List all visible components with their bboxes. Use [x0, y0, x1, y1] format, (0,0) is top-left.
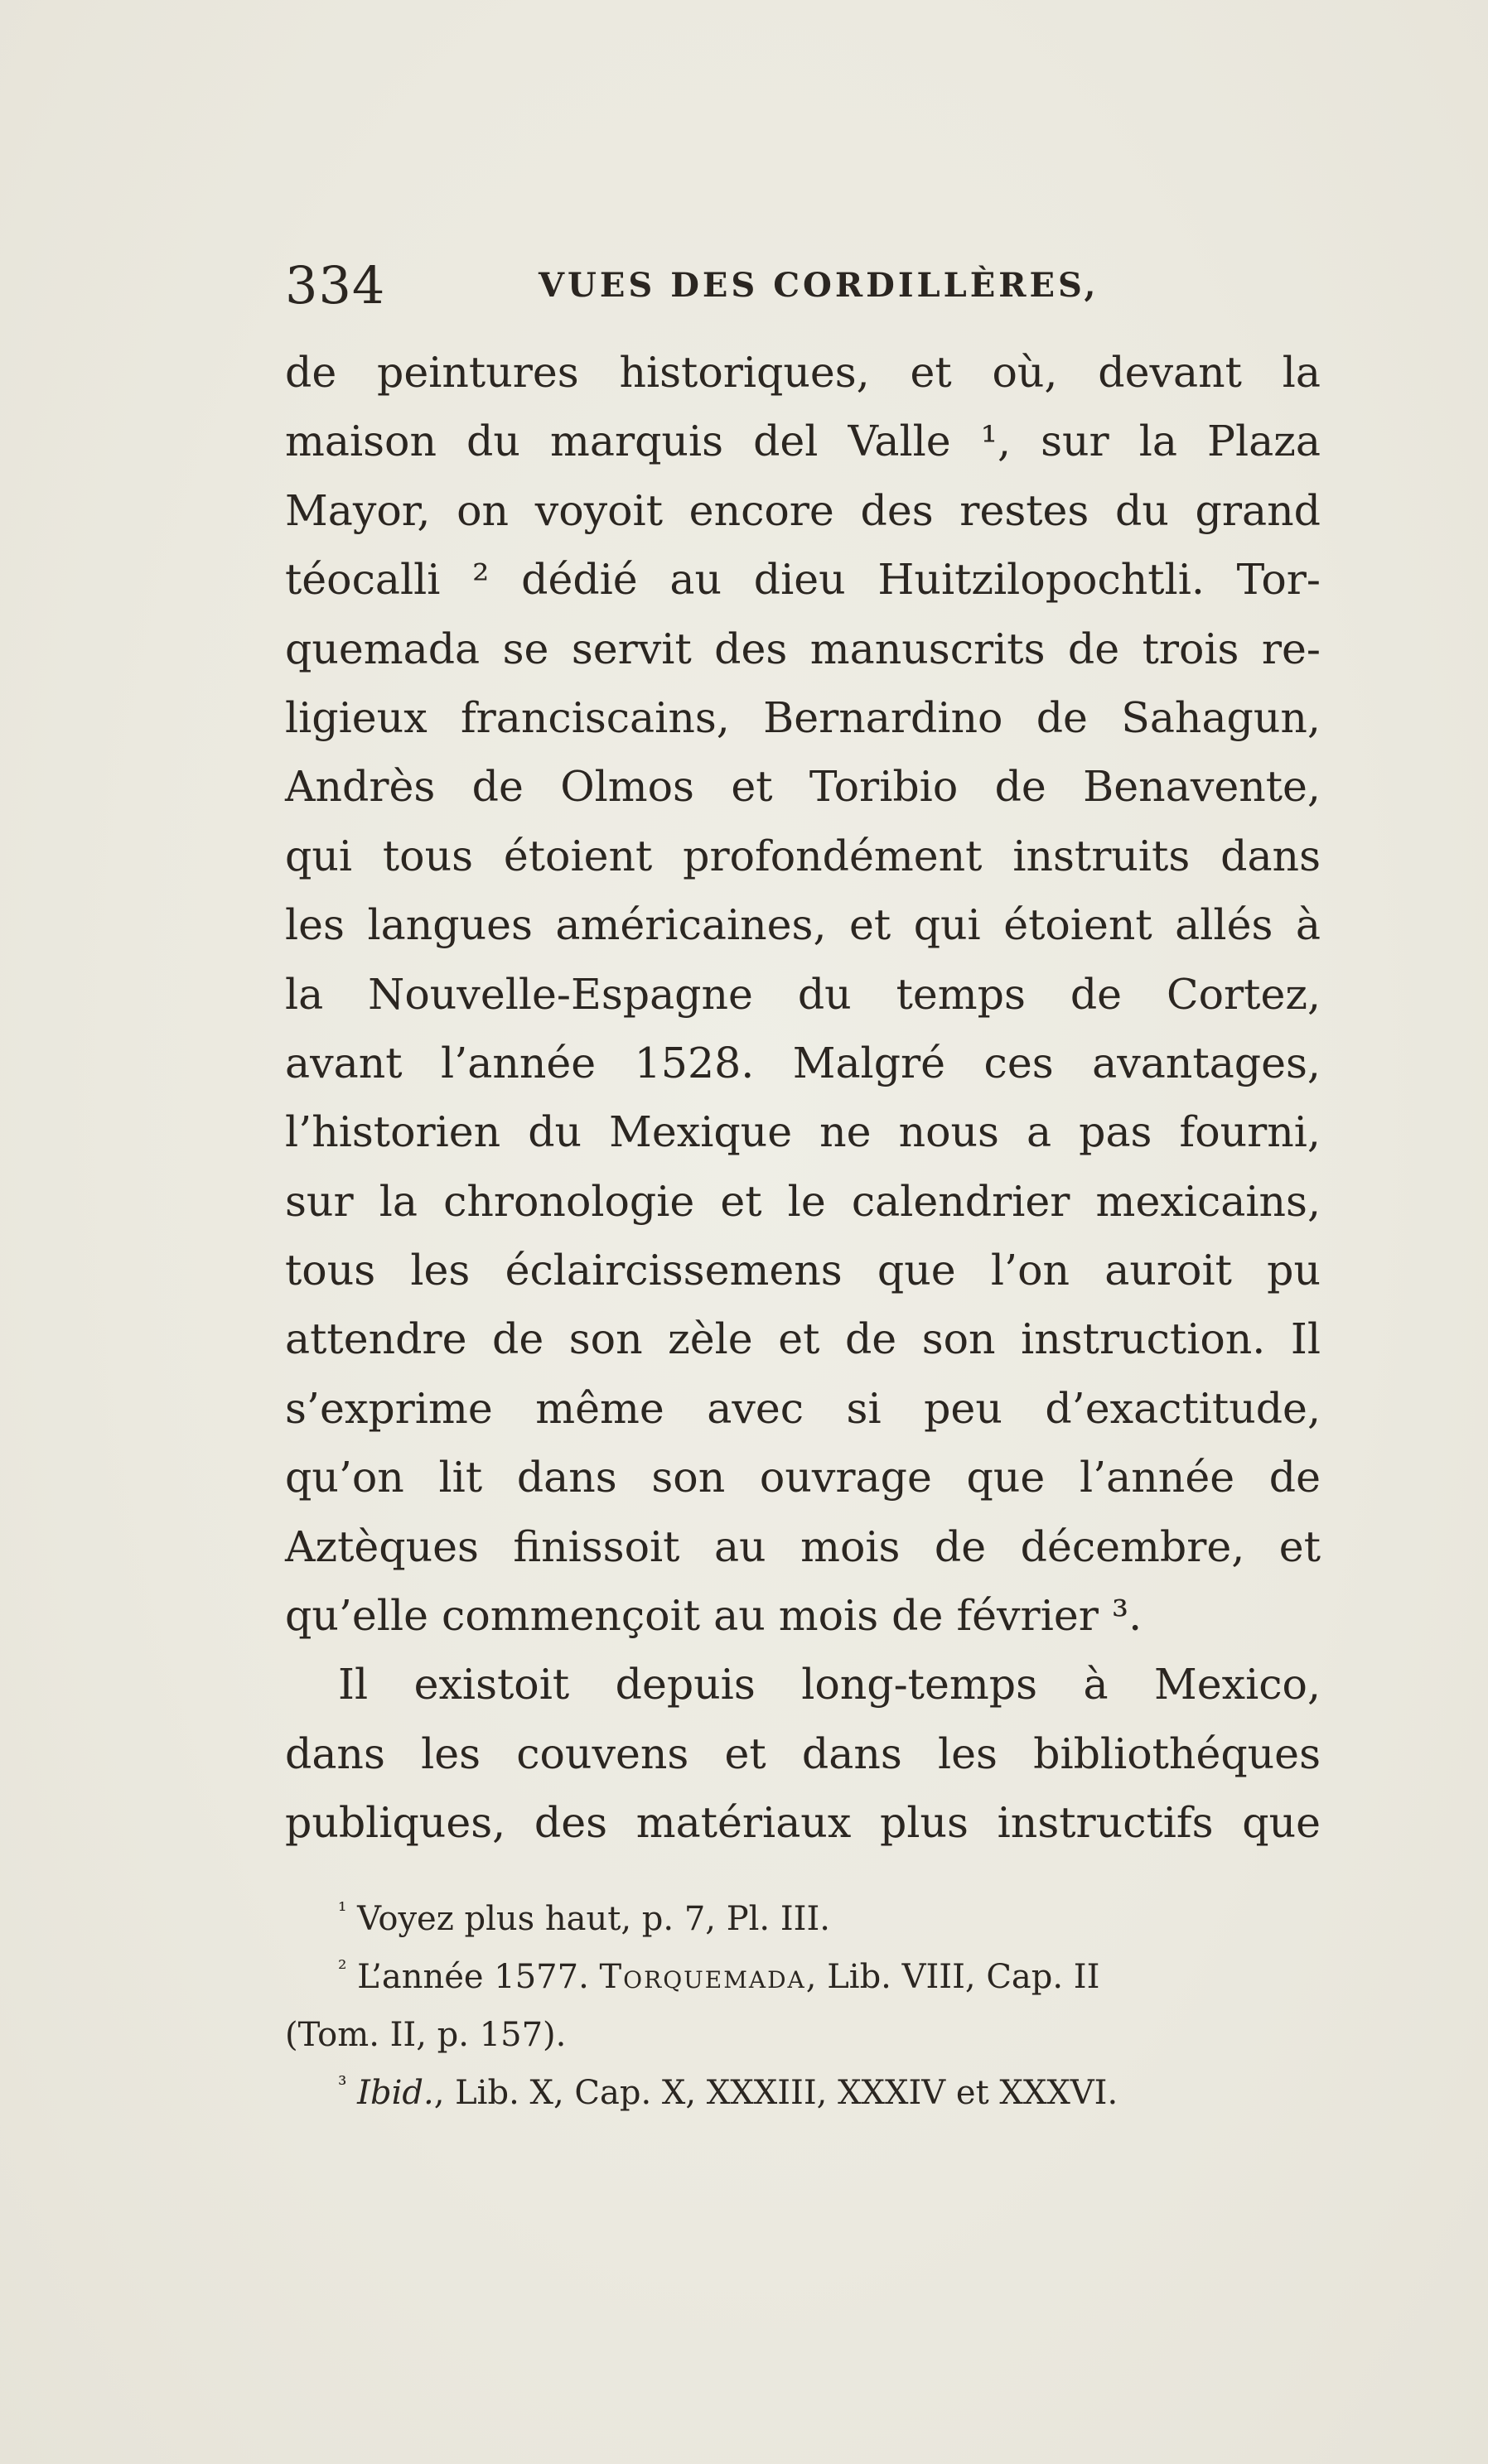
text-line: l’historien du Mexique ne nous a pas fourni,	[285, 1107, 1321, 1157]
text-line: avant l’année 1528. Malgré ces avantages,	[285, 1038, 1321, 1087]
footnote-text: Voyez plus haut, p. 7, Pl. III.	[357, 1900, 830, 1938]
text-line: qu’on lit dans son ouvrage que l’année de	[285, 1453, 1321, 1502]
text-line: qui tous étoient profondément instruits dans	[285, 831, 1321, 880]
text-line: Mayor, on voyoit encore des restes du grand	[285, 485, 1321, 535]
footnotes	[285, 1890, 1321, 2122]
text-line: quemada se servit des manuscrits de trois re-	[285, 624, 1321, 673]
body-text	[285, 338, 1321, 1858]
text-line: tous les éclaircissemens que l’on auroit pu	[285, 1246, 1321, 1295]
footnote-text: L’année 1577.	[357, 1958, 600, 1996]
footnote-mark: ²	[338, 1956, 347, 1982]
text-line: sur la chronologie et le calendrier mexicains,	[285, 1176, 1321, 1226]
footnote-1	[285, 1890, 1321, 1948]
page-header	[285, 248, 1321, 323]
footnote-3	[285, 2064, 1321, 2122]
text-line: la Nouvelle-Espagne du temps de Cortez,	[285, 969, 1321, 1019]
text-line: de peintures historiques, et où, devant la	[285, 348, 1321, 397]
text-line: Aztèques finissoit au mois de décembre, et	[285, 1521, 1321, 1571]
text-line: dans les couvens et dans les bibliothéques	[285, 1729, 1321, 1778]
footnote-mark: ¹	[338, 1898, 347, 1924]
footnote-mark: ³	[338, 2072, 347, 2098]
text-line: qu’elle commençoit au mois de février ³.	[285, 1591, 1143, 1641]
text-line: maison du marquis del Valle ¹, sur la Plaza	[285, 417, 1321, 466]
text-line: les langues américaines, et qui étoient allés à	[285, 900, 1321, 950]
text-line: Il existoit depuis long-temps à Mexico,	[338, 1660, 1321, 1709]
footnote-2-continuation: (Tom. II, p. 157).	[285, 2016, 567, 2054]
page-number: 334	[285, 255, 386, 316]
footnote-text: , Lib. X, Cap. X, XXXIII, XXXIV et XXXVI.	[433, 2074, 1118, 2112]
text-line: Andrès de Olmos et Toribio de Benavente,	[285, 762, 1321, 812]
footnote-text: , Lib. VIII, Cap. II	[805, 1958, 1100, 1996]
text-line: ligieux franciscains, Bernardino de Sahagun,	[285, 692, 1321, 742]
footnote-2	[285, 1948, 1321, 2006]
text-line: publiques, des matériaux plus instructifs que	[285, 1798, 1321, 1848]
text-line: attendre de son zèle et de son instruction. Il	[285, 1314, 1321, 1364]
footnote-author: Torquemada	[599, 1958, 806, 1996]
running-title: VUES DES CORDILLÈRES,	[539, 266, 1099, 305]
text-line: s’exprime même avec si peu d’exactitude,	[285, 1383, 1321, 1433]
text-line: téocalli ² dédié au dieu Huitzilopochtli. Tor-	[285, 555, 1321, 605]
footnote-ibid: Ibid.	[357, 2074, 434, 2112]
